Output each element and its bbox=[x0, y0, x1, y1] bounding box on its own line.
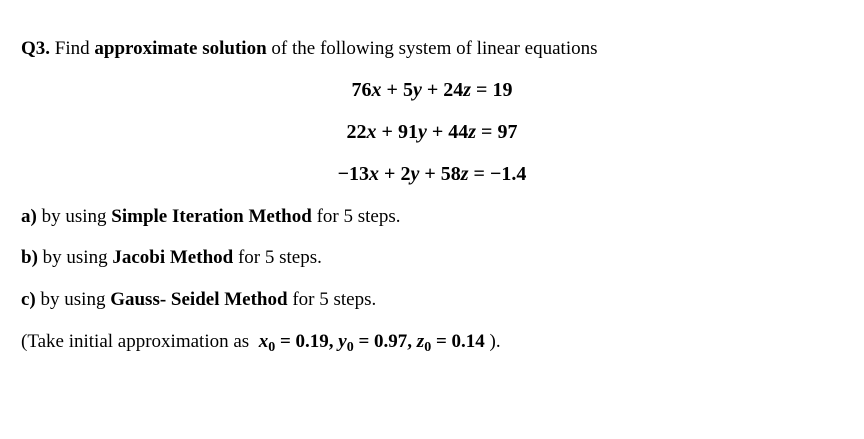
task-a-post: for 5 steps. bbox=[316, 206, 401, 227]
eq2-var-z: z bbox=[468, 121, 477, 143]
initial-y-var: y bbox=[338, 331, 347, 352]
eq3-var-x: x bbox=[369, 163, 380, 185]
eq1-coef-x: 76 bbox=[351, 79, 372, 101]
task-b-method: Jacobi Method bbox=[112, 247, 234, 268]
question-prefix: Find bbox=[54, 38, 90, 59]
task-b-post: for 5 steps. bbox=[237, 247, 322, 268]
initial-x-val: = 0.19, bbox=[275, 331, 334, 352]
question-emphasis: approximate solution bbox=[94, 38, 267, 59]
eq1-var-z: z bbox=[463, 79, 472, 101]
task-b-label: b) bbox=[21, 247, 38, 268]
initial-z-sub: 0 bbox=[424, 340, 432, 355]
eq2-coef-x: 22 bbox=[346, 121, 367, 143]
eq3-coef-y: + 2 bbox=[379, 163, 411, 185]
eq2-rhs: = 97 bbox=[476, 121, 518, 143]
question-label: Q3. bbox=[21, 38, 51, 59]
task-c-post: for 5 steps. bbox=[292, 289, 377, 310]
task-c-pre: by using bbox=[40, 289, 106, 310]
eq1-var-x: x bbox=[371, 79, 382, 101]
initial-z-val: = 0.14 bbox=[431, 331, 485, 352]
initial-open-text: (Take initial approximation as bbox=[21, 331, 250, 352]
eq3-coef-x: −13 bbox=[337, 163, 370, 185]
eq3-coef-z: + 58 bbox=[419, 163, 461, 185]
task-c-method: Gauss- Seidel Method bbox=[110, 289, 288, 310]
task-a-method: Simple Iteration Method bbox=[111, 206, 312, 227]
initial-x-sub: 0 bbox=[268, 340, 276, 355]
eq3-var-z: z bbox=[460, 163, 469, 185]
task-a-pre: by using bbox=[41, 206, 107, 227]
initial-close-text: ). bbox=[489, 331, 501, 352]
initial-approximation bbox=[21, 330, 501, 360]
equation-3 bbox=[0, 161, 864, 187]
eq1-coef-y: + 5 bbox=[381, 79, 413, 101]
eq1-coef-z: + 24 bbox=[421, 79, 464, 101]
question-statement bbox=[21, 37, 598, 61]
task-c bbox=[21, 288, 376, 312]
eq1-rhs: = 19 bbox=[471, 79, 513, 101]
eq2-coef-z: + 44 bbox=[426, 121, 469, 143]
eq1-var-y: y bbox=[412, 79, 422, 101]
eq2-var-y: y bbox=[417, 121, 427, 143]
equation-1 bbox=[0, 77, 864, 103]
initial-y-sub: 0 bbox=[346, 340, 354, 355]
eq2-coef-y: + 91 bbox=[376, 121, 418, 143]
initial-y-val: = 0.97, bbox=[353, 331, 413, 352]
task-a-label: a) bbox=[21, 206, 37, 227]
initial-x-var: x bbox=[258, 331, 269, 352]
task-c-label: c) bbox=[21, 289, 36, 310]
eq3-rhs: = −1.4 bbox=[468, 163, 527, 185]
question-suffix: of the following system of linear equations bbox=[271, 38, 598, 59]
initial-values bbox=[258, 331, 485, 355]
task-b-pre: by using bbox=[42, 247, 108, 268]
eq2-var-x: x bbox=[366, 121, 377, 143]
eq3-var-y: y bbox=[410, 163, 420, 185]
initial-z-var: z bbox=[416, 331, 425, 352]
equation-2 bbox=[0, 119, 864, 145]
task-a bbox=[21, 205, 400, 229]
task-b bbox=[21, 246, 322, 270]
